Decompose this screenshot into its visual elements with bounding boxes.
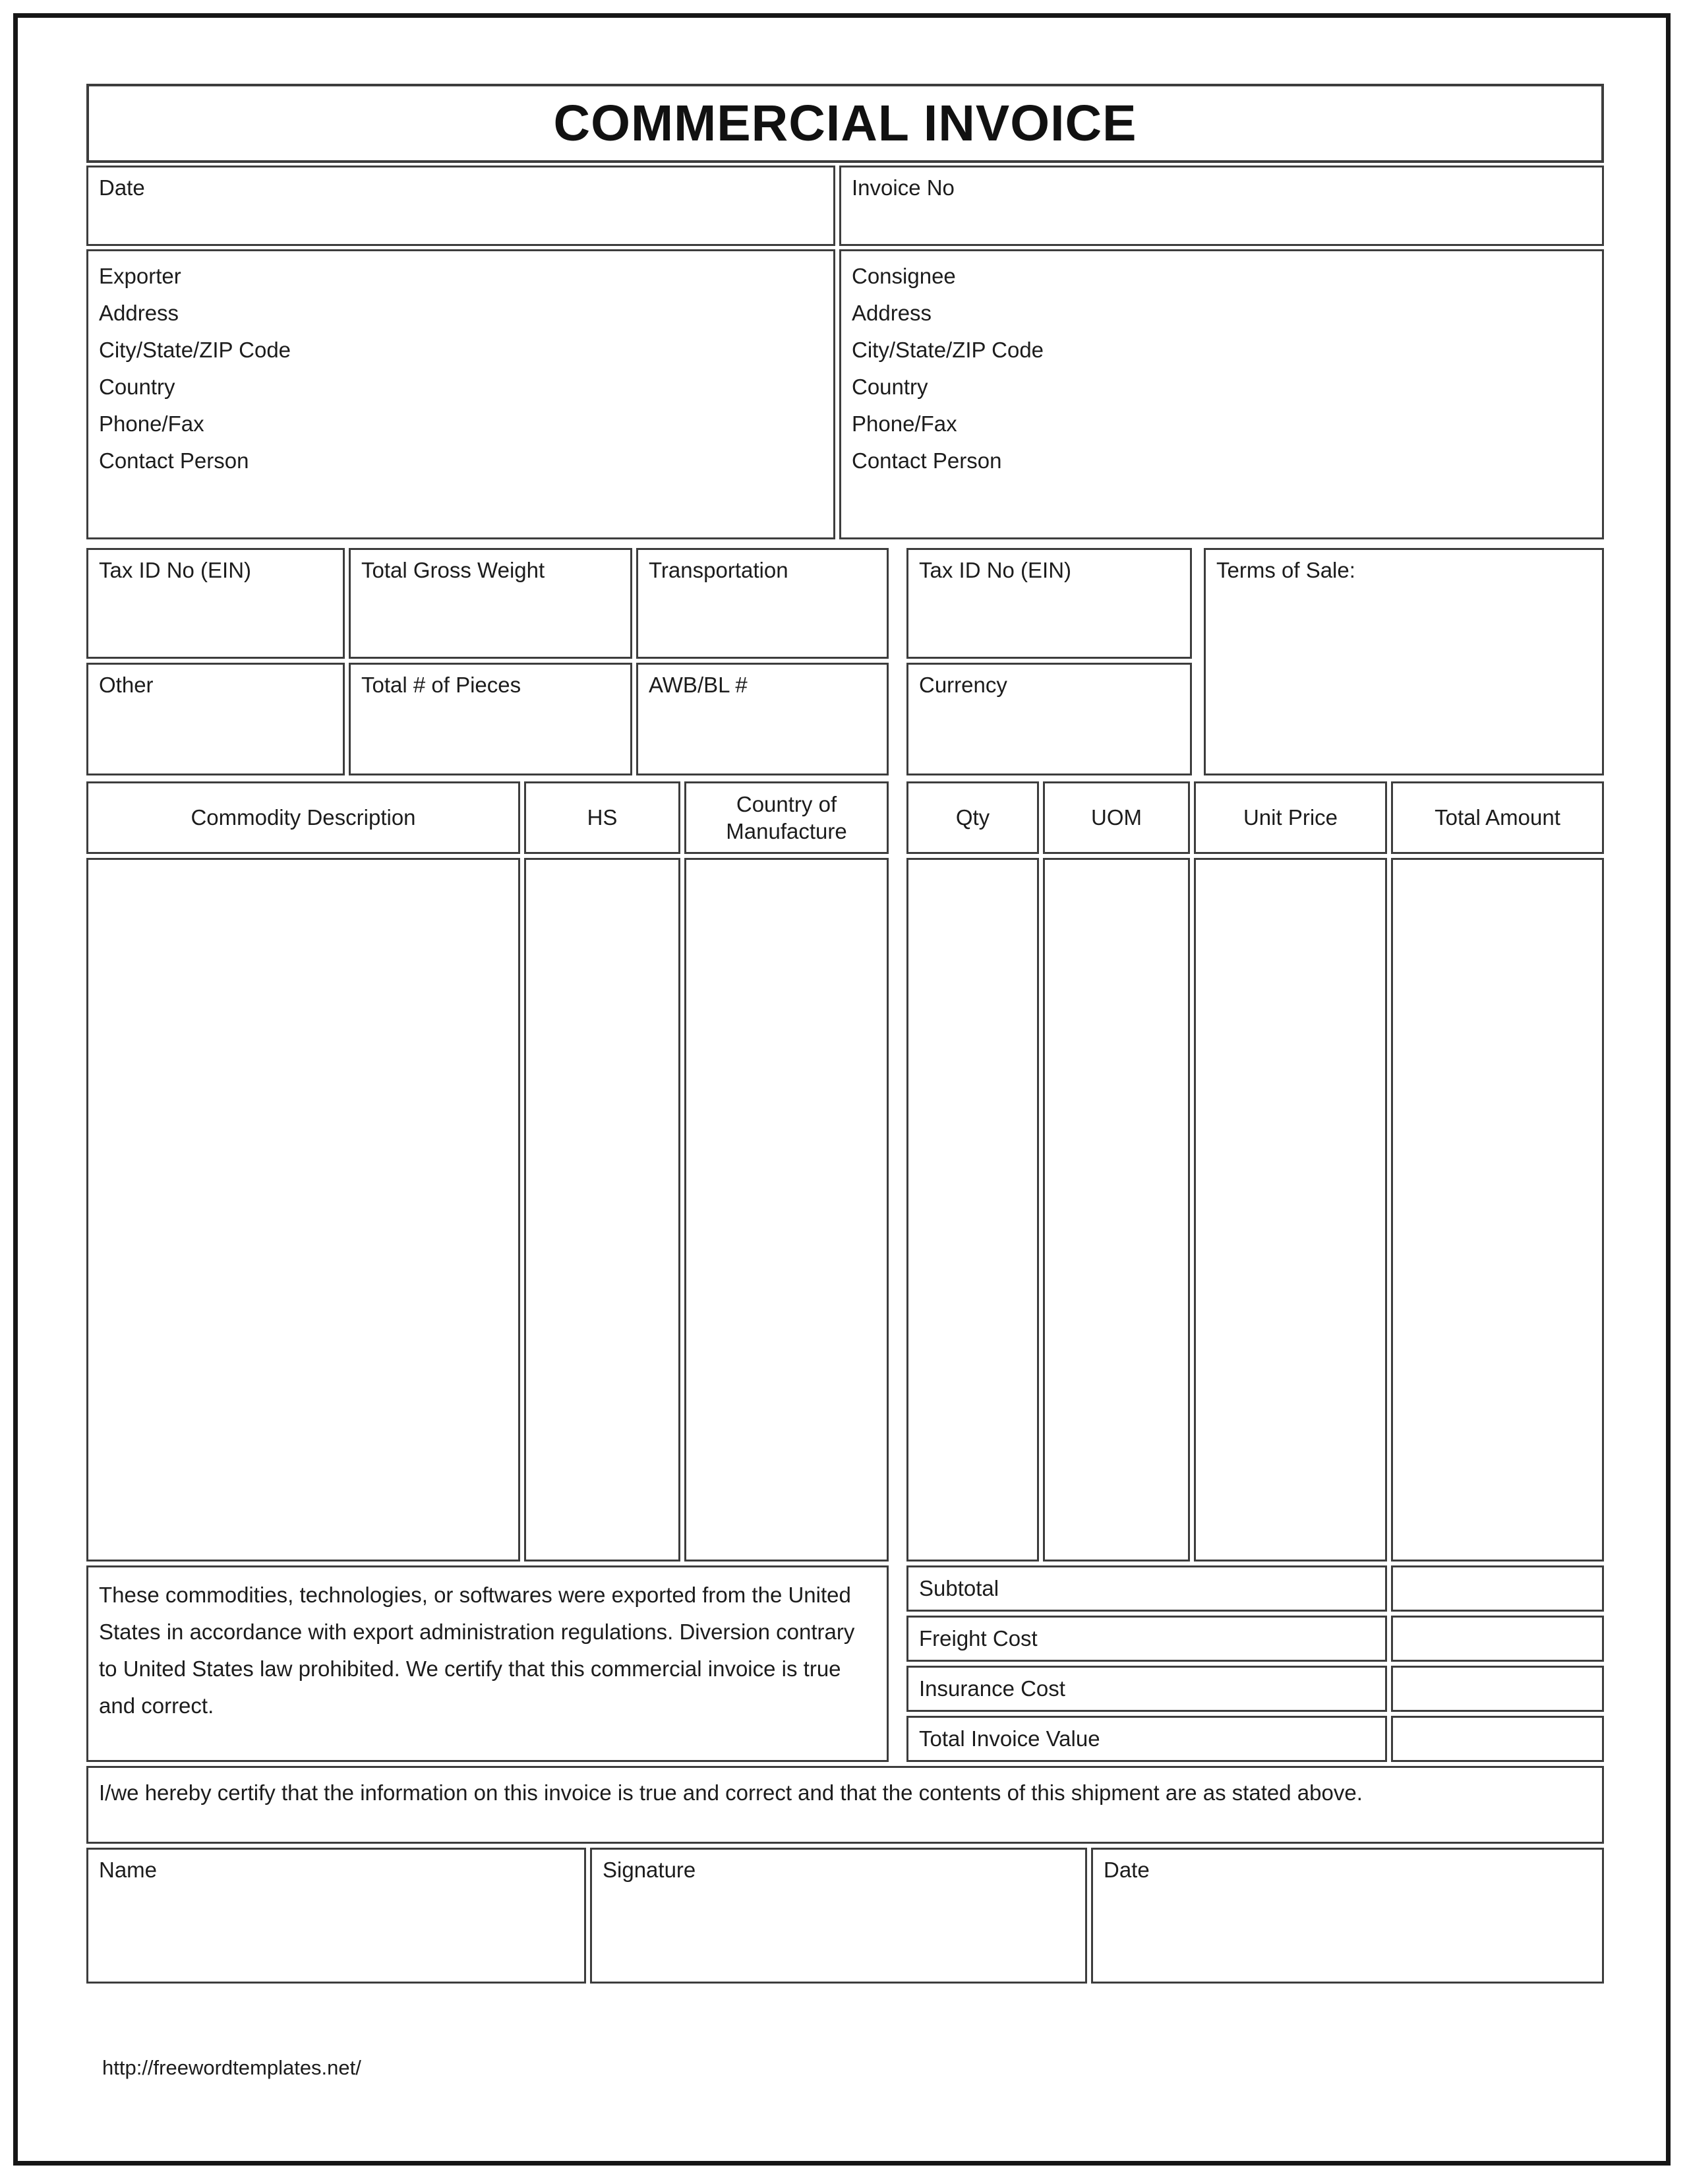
gross-weight-field[interactable] xyxy=(349,548,632,659)
currency-label: Currency xyxy=(919,673,1007,697)
invoice-no-label: Invoice No xyxy=(852,175,955,200)
country-of-manufacture-entry-area[interactable] xyxy=(684,858,889,1562)
consignee-tax-id-field[interactable] xyxy=(906,548,1192,659)
tax-id-field[interactable] xyxy=(86,548,345,659)
total-invoice-value-cell[interactable] xyxy=(1391,1716,1604,1762)
consignee-label: Consignee xyxy=(852,264,956,288)
name-label: Name xyxy=(99,1858,158,1882)
consignee-city-label: City/State/ZIP Code xyxy=(852,338,1044,362)
insurance-cost-value-cell[interactable] xyxy=(1391,1666,1604,1712)
exporter-country-label: Country xyxy=(99,375,175,399)
col-header-country-of-manufacture: Country of Manufacture xyxy=(684,781,889,854)
gross-weight-label: Total Gross Weight xyxy=(361,558,545,582)
consignee-field[interactable] xyxy=(839,249,1604,539)
subtotal-label: Subtotal xyxy=(906,1565,1387,1612)
total-invoice-value-label: Total Invoice Value xyxy=(906,1716,1387,1762)
page-title: COMMERCIAL INVOICE xyxy=(86,84,1604,163)
other-label: Other xyxy=(99,673,154,697)
col-header-hs: HS xyxy=(524,781,680,854)
subtotal-value-cell[interactable] xyxy=(1391,1565,1604,1612)
hs-entry-area[interactable] xyxy=(524,858,680,1562)
other-field[interactable] xyxy=(86,663,345,775)
invoice-no-field[interactable] xyxy=(839,166,1604,246)
insurance-cost-label: Insurance Cost xyxy=(906,1666,1387,1712)
col-header-qty: Qty xyxy=(906,781,1039,854)
consignee-address-label: Address xyxy=(852,301,932,325)
total-amount-entry-area[interactable] xyxy=(1391,858,1604,1562)
awb-bl-field[interactable] xyxy=(636,663,889,775)
freight-cost-value-cell[interactable] xyxy=(1391,1616,1604,1662)
terms-of-sale-label: Terms of Sale: xyxy=(1216,558,1355,582)
signature-date-label: Date xyxy=(1104,1858,1150,1882)
signature-label: Signature xyxy=(603,1858,696,1882)
consignee-phone-label: Phone/Fax xyxy=(852,411,957,436)
pieces-field[interactable] xyxy=(349,663,632,775)
col-header-commodity-description: Commodity Description xyxy=(86,781,520,854)
footer-template-url[interactable]: http://freewordtemplates.net/ xyxy=(102,2056,361,2079)
exporter-address-label: Address xyxy=(99,301,179,325)
freight-cost-label: Freight Cost xyxy=(906,1616,1387,1662)
currency-field[interactable] xyxy=(906,663,1192,775)
date-label: Date xyxy=(99,175,145,200)
export-statement: These commodities, technologies, or softwares were exported from the United States in accordance with export administration regulations. Diversion contrary to United States law prohibited. We certify that this commercial invoice is true and correct. xyxy=(86,1565,889,1762)
tax-id-label: Tax ID No (EIN) xyxy=(99,558,252,582)
uom-entry-area[interactable] xyxy=(1043,858,1190,1562)
name-field[interactable] xyxy=(86,1848,586,1984)
exporter-field[interactable] xyxy=(86,249,835,539)
commodity-description-entry-area[interactable] xyxy=(86,858,520,1562)
transportation-label: Transportation xyxy=(649,558,788,582)
exporter-city-label: City/State/ZIP Code xyxy=(99,338,291,362)
consignee-contact-label: Contact Person xyxy=(852,448,1002,473)
qty-entry-area[interactable] xyxy=(906,858,1039,1562)
certification-statement: I/we hereby certify that the information on this invoice is true and correct and that the contents of this shipment are as stated above. xyxy=(86,1766,1604,1844)
exporter-phone-label: Phone/Fax xyxy=(99,411,204,436)
col-header-total-amount: Total Amount xyxy=(1391,781,1604,854)
consignee-tax-id-label: Tax ID No (EIN) xyxy=(919,558,1072,582)
awb-bl-label: AWB/BL # xyxy=(649,673,748,697)
col-header-uom: UOM xyxy=(1043,781,1190,854)
transportation-field[interactable] xyxy=(636,548,889,659)
date-field[interactable] xyxy=(86,166,835,246)
exporter-label: Exporter xyxy=(99,264,181,288)
signature-field[interactable] xyxy=(590,1848,1087,1984)
consignee-country-label: Country xyxy=(852,375,928,399)
pieces-label: Total # of Pieces xyxy=(361,673,521,697)
col-header-unit-price: Unit Price xyxy=(1194,781,1387,854)
unit-price-entry-area[interactable] xyxy=(1194,858,1387,1562)
exporter-contact-label: Contact Person xyxy=(99,448,249,473)
signature-date-field[interactable] xyxy=(1091,1848,1604,1984)
terms-of-sale-field[interactable] xyxy=(1204,548,1604,775)
